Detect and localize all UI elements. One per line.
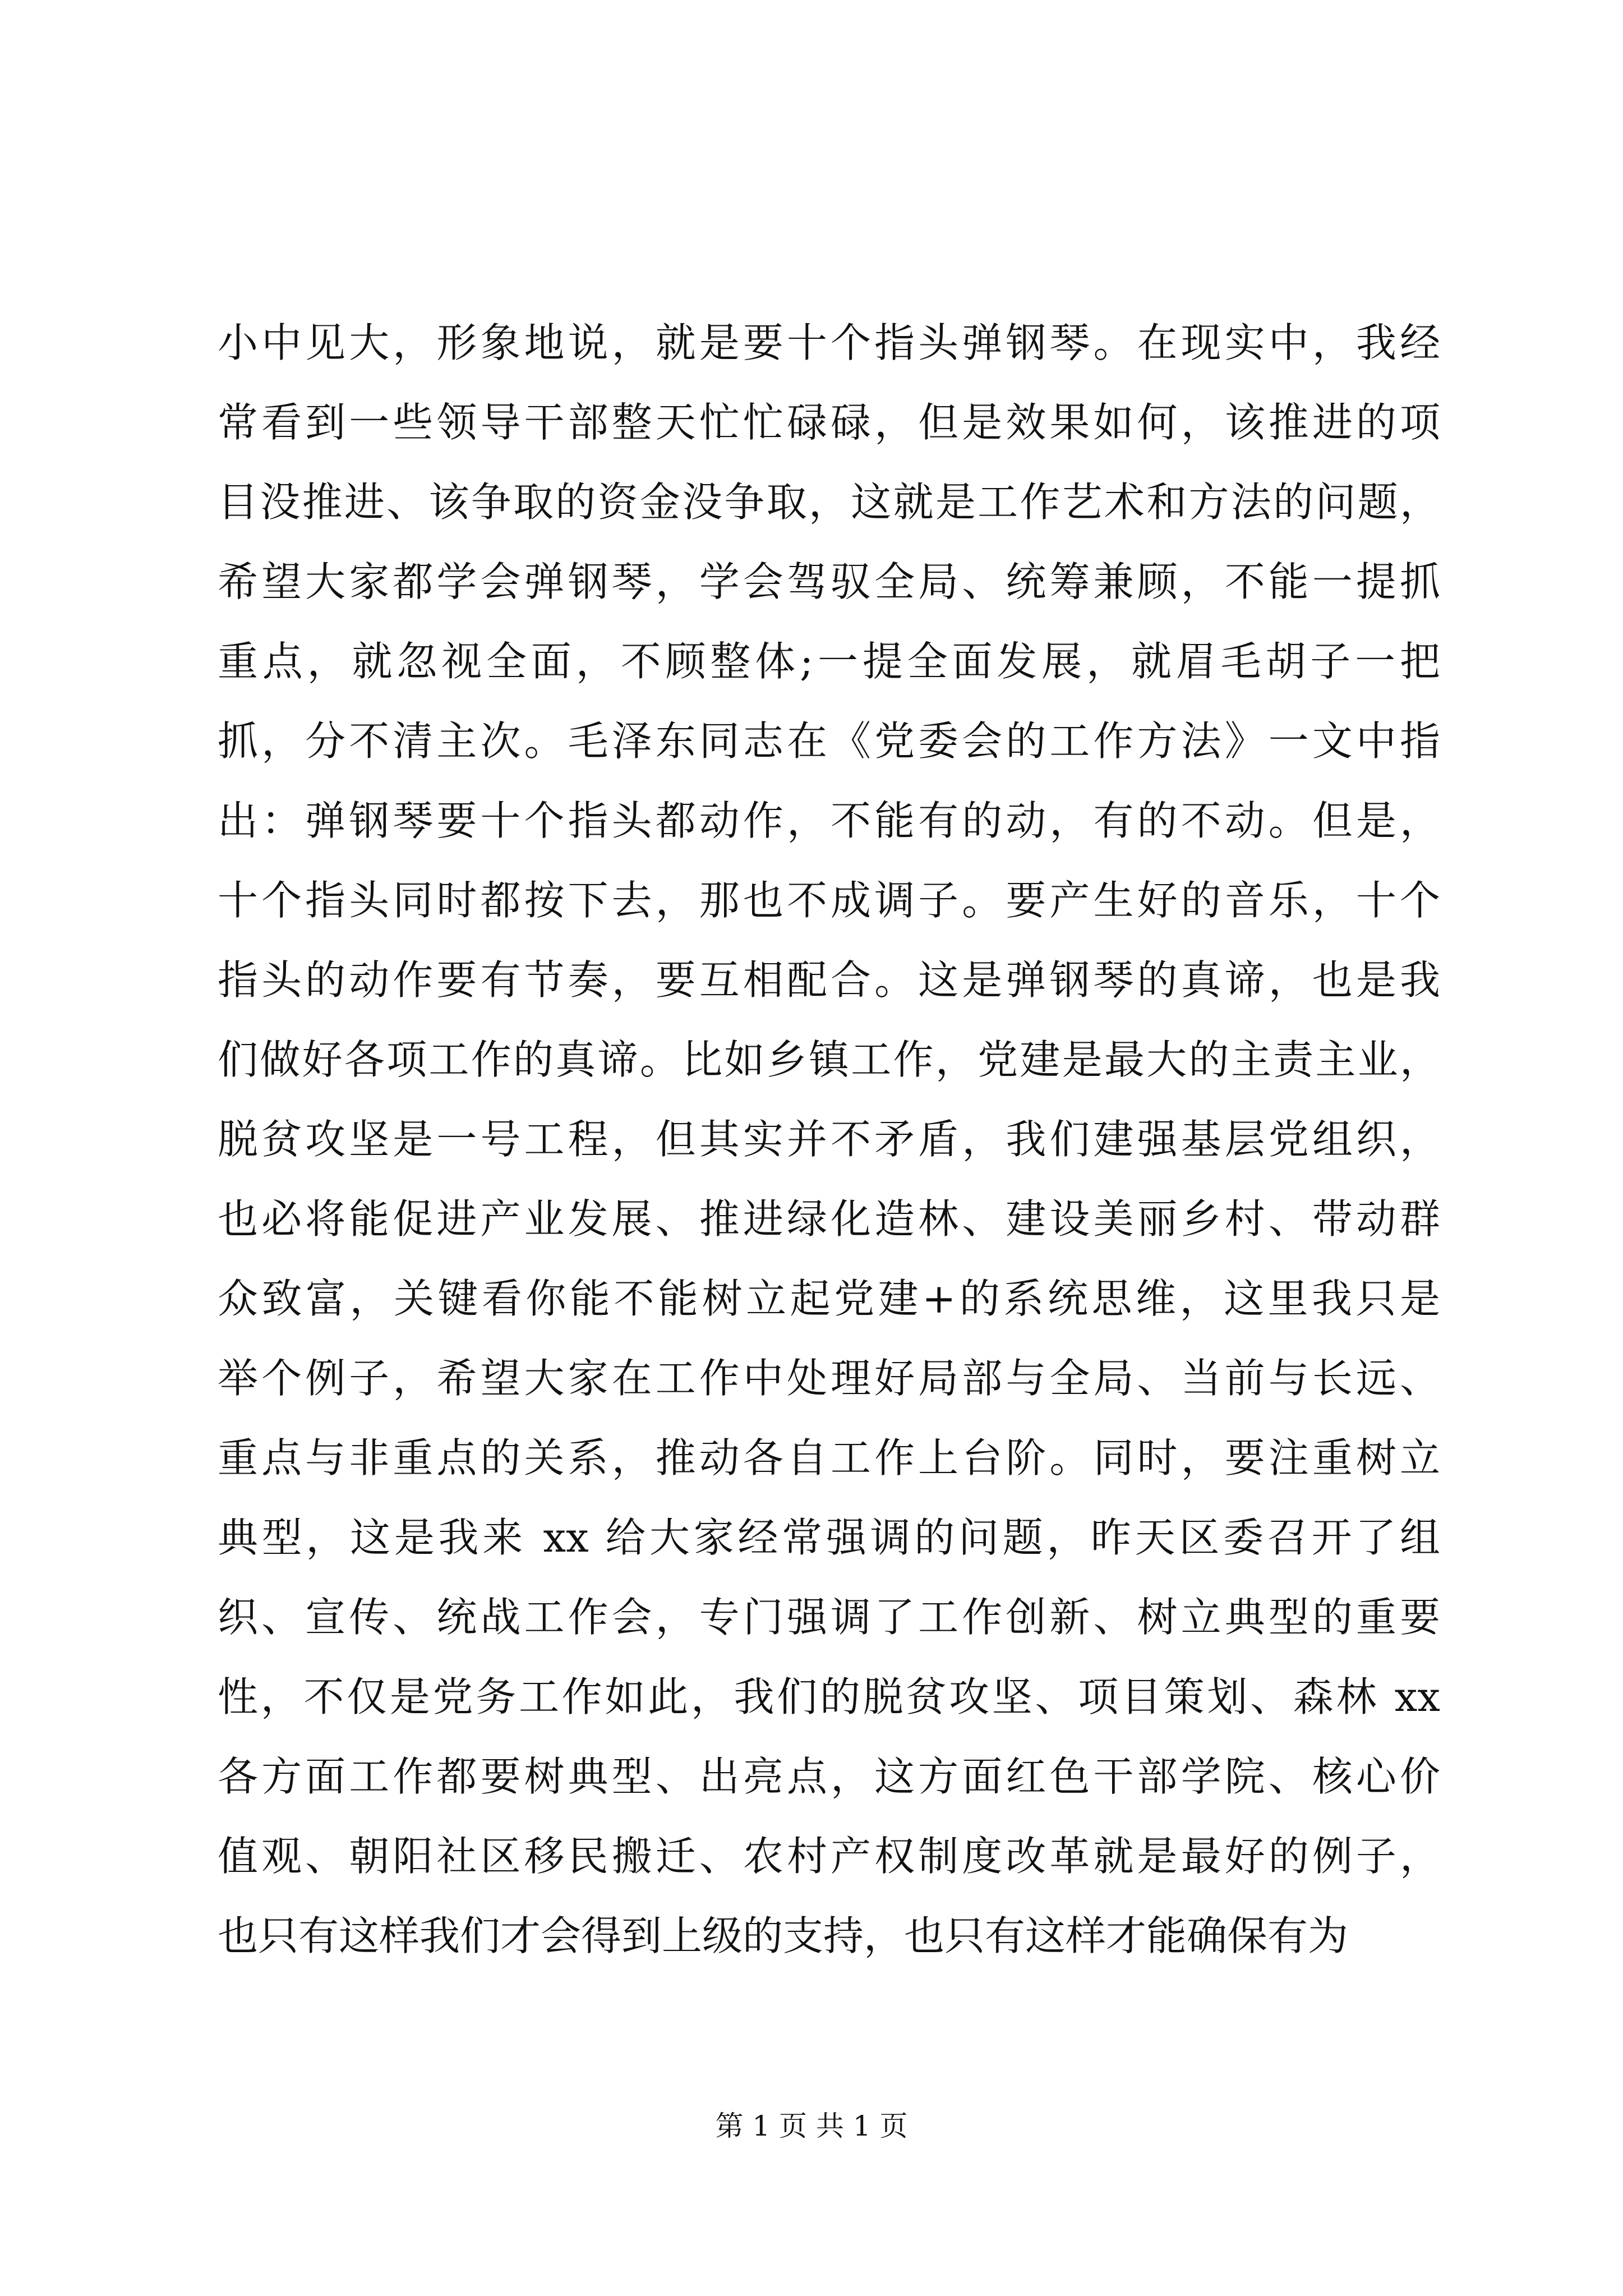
text-line: 重点，就忽视全面，不顾整体;一提全面发展，就眉毛胡子一把 [218, 638, 1440, 685]
text-line: 各方面工作都要树典型、出亮点，这方面红色干部学院、核心价 [218, 1753, 1440, 1800]
page-number: 第 1 页 共 1 页 [715, 2110, 908, 2142]
text-line: 抓，分不清主次。毛泽东同志在《党委会的工作方法》一文中指 [218, 717, 1440, 765]
text-line: 小中见大，形象地说，就是要十个指头弹钢琴。在现实中，我经 [218, 319, 1440, 366]
text-line: 值观、朝阳社区移民搬迁、农村产权制度改革就是最好的例子， [218, 1833, 1440, 1880]
text-line: 重点与非重点的关系，推动各自工作上台阶。同时，要注重树立 [218, 1434, 1440, 1481]
text-line: 常看到一些领导干部整天忙忙碌碌，但是效果如何，该推进的项 [218, 399, 1440, 446]
text-line: 出：弹钢琴要十个指头都动作，不能有的动，有的不动。但是， [218, 797, 1440, 844]
text-line: 目没推进、该争取的资金没争取，这就是工作艺术和方法的问题， [218, 478, 1440, 526]
text-line: 织、宣传、统战工作会，专门强调了工作创新、树立典型的重要 [218, 1594, 1440, 1641]
page-footer [0, 2104, 1623, 2144]
text-line: 脱贫攻坚是一号工程，但其实并不矛盾，我们建强基层党组织， [218, 1116, 1440, 1163]
text-line: 也只有这样我们才会得到上级的支持，也只有这样才能确保有为 [218, 1912, 1349, 1959]
text-line: 性，不仅是党务工作如此，我们的脱贫攻坚、项目策划、森林 xx [218, 1673, 1440, 1720]
text-line: 也必将能促进产业发展、推进绿化造林、建设美丽乡村、带动群 [218, 1195, 1440, 1243]
text-line: 们做好各项工作的真谛。比如乡镇工作，党建是最大的主责主业， [218, 1036, 1440, 1083]
text-line: 众致富，关键看你能不能树立起党建+的系统思维，这里我只是 [218, 1275, 1440, 1322]
text-line: 希望大家都学会弹钢琴，学会驾驭全局、统筹兼顾，不能一提抓 [218, 558, 1440, 605]
text-line: 十个指头同时都按下去，那也不成调子。要产生好的音乐，十个 [218, 877, 1440, 924]
text-line: 指头的动作要有节奏，要互相配合。这是弹钢琴的真谛，也是我 [218, 956, 1440, 1004]
body-paragraph [218, 303, 1440, 1976]
text-line: 举个例子，希望大家在工作中处理好局部与全局、当前与长远、 [218, 1355, 1440, 1402]
text-line: 典型，这是我来 xx 给大家经常强调的问题，昨天区委召开了组 [218, 1514, 1440, 1561]
